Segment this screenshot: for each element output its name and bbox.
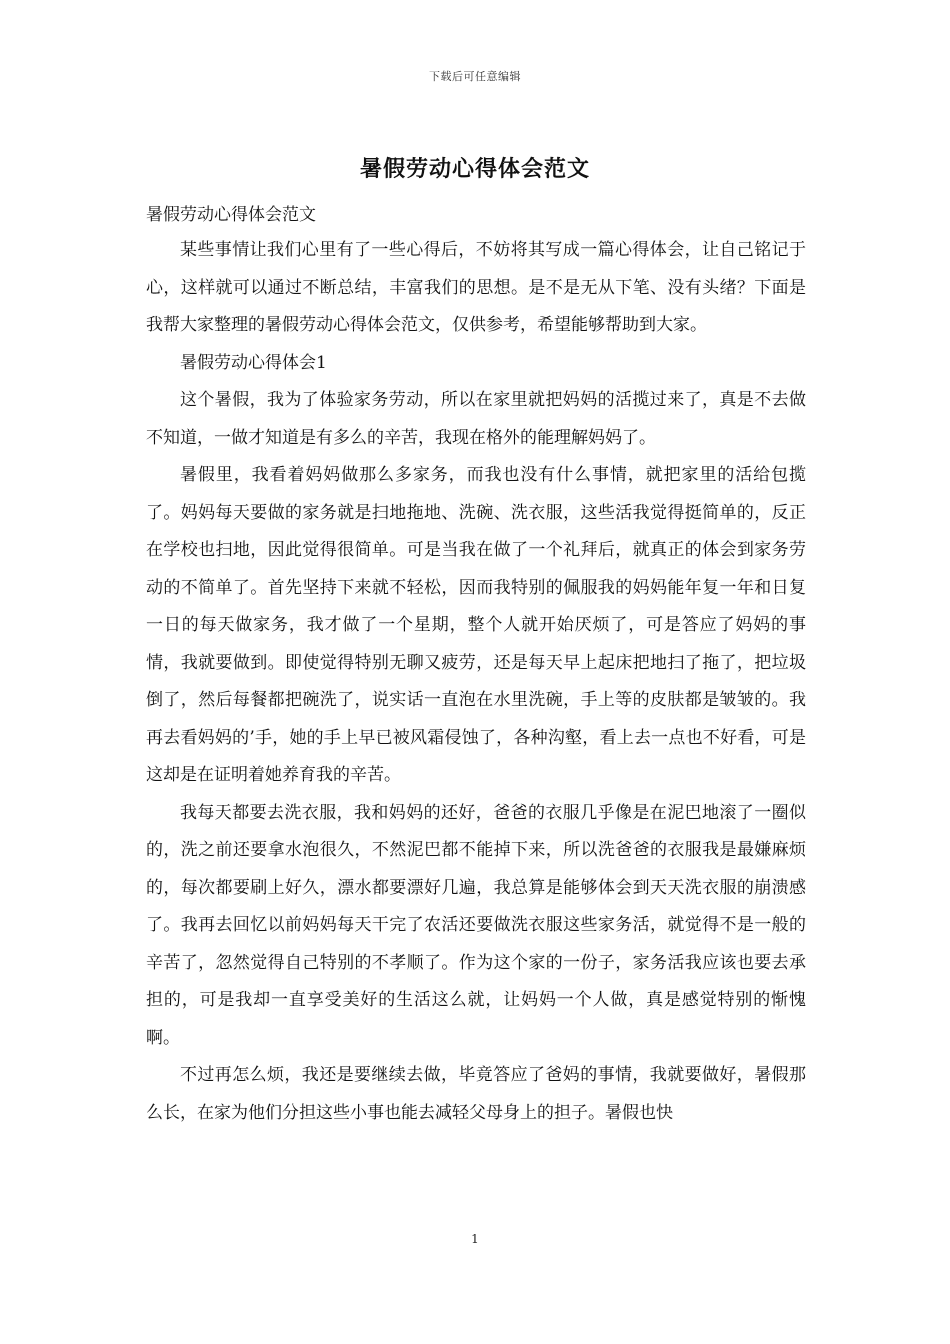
paragraph: 这个暑假，我为了体验家务劳动，所以在家里就把妈妈的活揽过来了，真是不去做不知道，一做才知道是有多么的辛苦，我现在格外的能理解妈妈了。 <box>146 390 806 448</box>
paragraph: 不过再怎么烦，我还是要继续去做，毕竟答应了爸妈的事情，我就要做好，暑假那么长，在家为他们分担这些小事也能去减轻父母身上的担子。暑假也快 <box>146 1065 806 1123</box>
section-heading: 暑假劳动心得体会1 <box>180 352 327 373</box>
paragraph: 我每天都要去洗衣服，我和妈妈的还好，爸爸的衣服几乎像是在泥巴地滚了一圈似的，洗之前还要拿水泡很久，不然泥巴都不能掉下来，所以洗爸爸的衣服我是最嫌麻烦的，每次都要刷上好久，漂水都要漂好几遍，我总算是能够体会到天天洗衣服的崩溃感了。我再去回忆以前妈妈每天干完了农活还要做洗衣服这些家务活，就觉得不是一般的辛苦了，忽然觉得自己特别的不孝顺了。作为这个家的一份子，家务活我应该也要去承担的，可是我却一直享受美好的生活这么就，让妈妈一个人做，真是感觉特别的惭愧啊。 <box>146 802 806 1048</box>
document-title: 暑假劳动心得体会范文 <box>359 156 590 182</box>
page-number: 1 <box>471 1232 479 1246</box>
paragraph: 暑假里，我看着妈妈做那么多家务，而我也没有什么事情，就把家里的活给包揽了。妈妈每天要做的家务就是扫地拖地、洗碗、洗衣服，这些活我觉得挺简单的，反正在学校也扫地，因此觉得很简单。可是当我在做了一个礼拜后，就真正的体会到家务劳动的不简单了。首先坚持下来就不轻松，因而我特别的佩服我的妈妈能年复一年和日复一日的每天做家务，我才做了一个星期，整个人就开始厌烦了，可是答应了妈妈的事情，我就要做到。即使觉得特别无聊又疲劳，还是每天早上起床把地扫了拖了，把垃圾倒了，然后每餐都把碗洗了，说实话一直泡在水里洗碗，手上等的皮肤都是皱皱的。我再去看妈妈的’手，她的手上早已被风霜侵蚀了，各种沟壑，看上去一点也不好看，可是这却是在证明着她养育我的辛苦。 <box>146 465 806 785</box>
paragraph-intro: 某些事情让我们心里有了一些心得后，不妨将其写成一篇心得体会，让自己铭记于心，这样就可以通过不断总结，丰富我们的思想。是不是无从下笔、没有头绪？下面是我帮大家整理的暑假劳动心得体会范文，仅供参考，希望能够帮助到大家。 <box>146 240 806 335</box>
document-subtitle: 暑假劳动心得体会范文 <box>146 205 316 225</box>
document-body <box>146 232 806 1132</box>
header-note: 下载后可任意编辑 <box>429 70 521 83</box>
